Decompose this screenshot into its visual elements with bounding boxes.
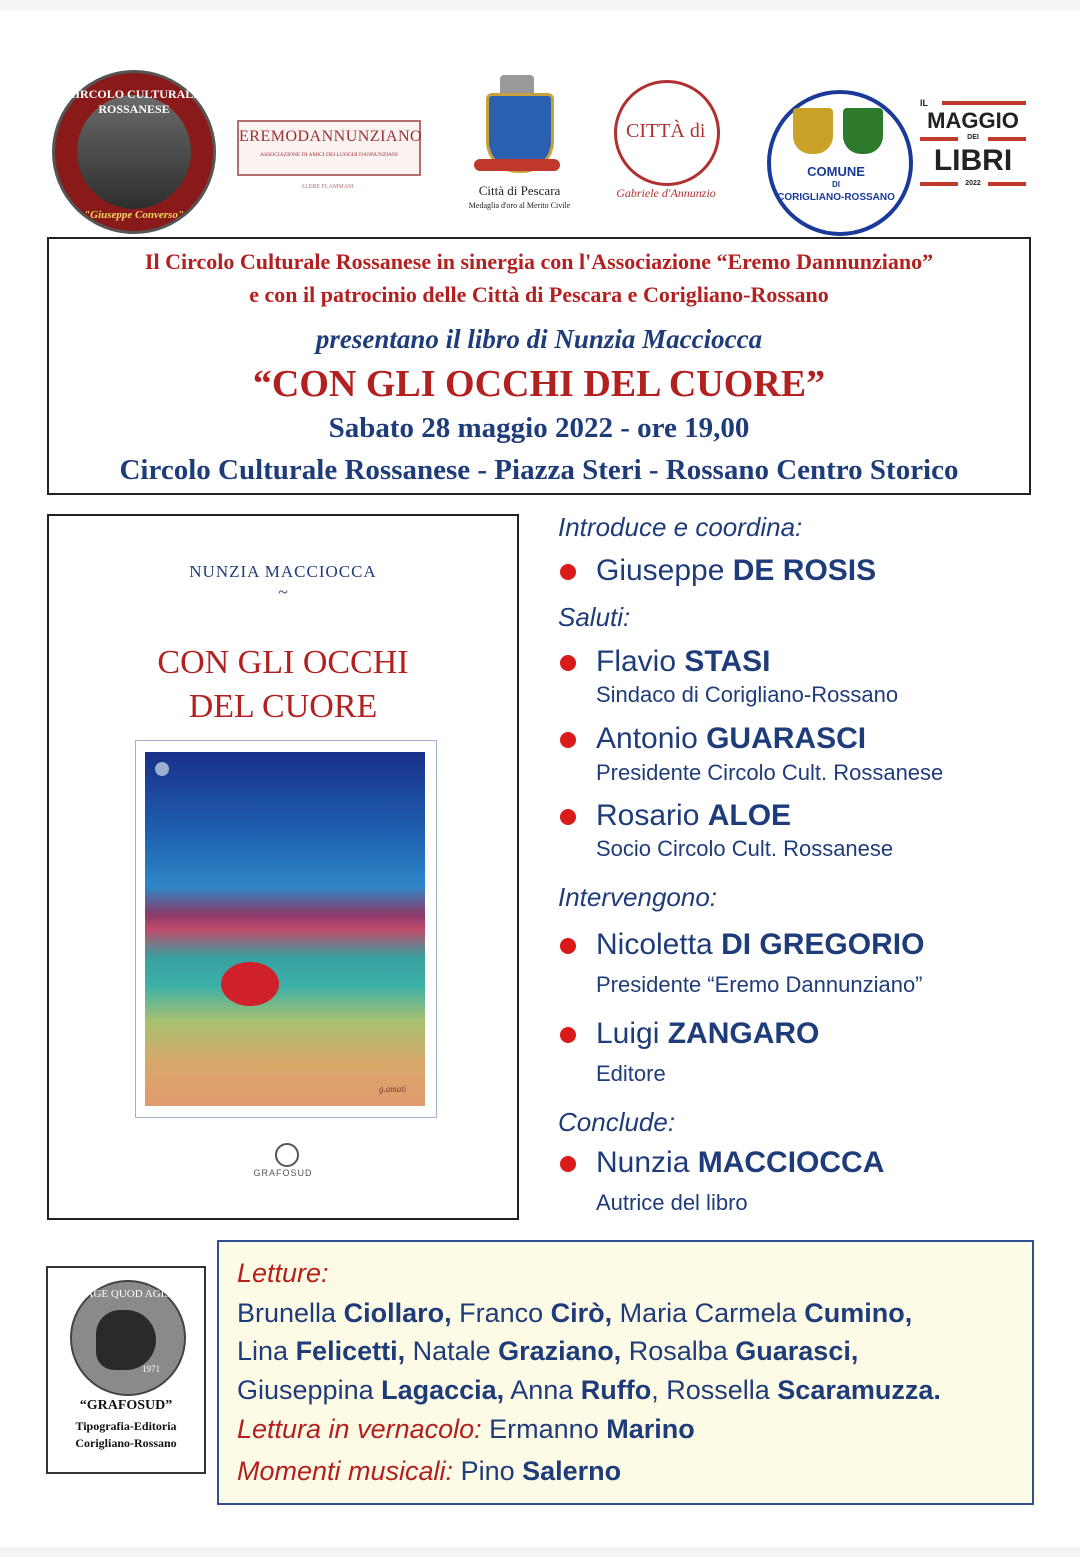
reader-first-name: Giuseppina — [237, 1375, 382, 1405]
saluti-heading: Saluti: — [558, 602, 631, 632]
speaker-first-name: Nunzia — [596, 1146, 698, 1179]
eremo-dannunziano-logo — [233, 80, 421, 208]
dannunzio-signature: Gabriele d'Annunzio — [616, 186, 716, 200]
bullet-icon — [560, 732, 576, 748]
readings-heading — [237, 1258, 329, 1289]
grafosud-type: Tipografia-Editoria — [75, 1419, 177, 1433]
bullet-icon — [560, 938, 576, 954]
speaker-de-rosis — [596, 554, 876, 588]
book-cover — [47, 514, 519, 1220]
book-publisher: GRAFOSUD — [253, 1168, 313, 1178]
reader-last-name: Lagaccia, — [381, 1375, 505, 1405]
readers-row — [237, 1336, 858, 1367]
reader-first-name: Brunella — [237, 1298, 344, 1328]
circolo-logo-top-text: CIRCOLO CULTURALE ROSSANESE — [66, 87, 202, 116]
grafosud-location: Corigliano-Rossano — [75, 1436, 177, 1450]
speaker-stasi — [596, 645, 770, 679]
citta-di-text: CITTÀ di — [626, 120, 706, 142]
shield-icon — [793, 108, 833, 154]
speaker-guarasci — [596, 722, 866, 756]
moon-icon — [155, 762, 169, 776]
reader-first-name: Anna — [504, 1375, 581, 1405]
cover-painting — [145, 752, 425, 1106]
maggio-logo-maggio: MAGGIO — [927, 108, 1019, 133]
musical-moments — [237, 1456, 621, 1487]
speaker-last-name: MACCIOCCA — [697, 1146, 885, 1179]
reader-last-name: Cirò, — [550, 1298, 613, 1328]
book-author: NUNZIA MACCIOCCA — [189, 562, 377, 581]
citta-dannunzio-logo — [596, 80, 736, 210]
publisher-logo-icon — [275, 1143, 299, 1167]
header-patronage-line: e con il patrocinio delle Città di Pescara e Corigliano-Rossano — [249, 282, 829, 307]
musician-first-name: Pino — [453, 1456, 523, 1486]
logo-bar — [942, 101, 1026, 105]
speaker-first-name: Rosario — [596, 799, 708, 832]
painting-signature: g.amati — [379, 1084, 407, 1094]
readings-box — [217, 1240, 1034, 1505]
introduce-heading: Introduce e coordina: — [558, 512, 803, 542]
speaker-zangaro — [596, 1017, 819, 1051]
event-venue: Circolo Culturale Rossanese - Piazza Steri - Rossano Centro Storico — [119, 454, 959, 486]
pescara-coat-of-arms-logo — [452, 75, 587, 215]
speaker-first-name: Giuseppe — [596, 554, 733, 587]
speaker-last-name: DE ROSIS — [732, 554, 877, 587]
reader-first-name: Natale — [405, 1336, 499, 1366]
speaker-di-gregorio — [596, 928, 924, 962]
pescara-logo-name: Città di Pescara — [478, 183, 561, 198]
reader-last-name: Ruffo — [580, 1375, 652, 1405]
bullet-icon — [560, 564, 576, 580]
musical-label: Momenti musicali: — [237, 1456, 454, 1486]
speaker-macciocca — [596, 1146, 884, 1180]
reader-first-name: Lina — [237, 1336, 296, 1366]
corigliano-logo-name: CORIGLIANO-ROSSANO — [777, 192, 895, 203]
logo-bar — [988, 182, 1026, 186]
speaker-role: Presidente Circolo Cult. Rossanese — [596, 760, 944, 785]
bullet-icon — [560, 1156, 576, 1172]
eremo-logo-title: EREMODANNUNZIANO — [239, 128, 423, 145]
reader-last-name: Graziano, — [498, 1336, 622, 1366]
bullet-icon — [560, 1027, 576, 1043]
reader-first-name: Franco — [451, 1298, 551, 1328]
maggio-logo-dei: DEI — [967, 134, 979, 141]
reader-last-name: Guarasci, — [735, 1336, 859, 1366]
maggio-logo-libri: LIBRI — [933, 144, 1013, 177]
ribbon-icon — [474, 159, 560, 171]
eremo-logo-motto: ALERE FLAMMAM — [300, 184, 354, 190]
vernacular-label: Lettura in vernacolo: — [237, 1414, 482, 1444]
event-date: Sabato 28 maggio 2022 - ore 19,00 — [328, 412, 750, 444]
speaker-last-name: DI GREGORIO — [721, 928, 925, 961]
header-presentation-line: presentano il libro di Nunzia Macciocca — [315, 324, 763, 354]
circolo-culturale-logo — [52, 70, 216, 234]
seal-motto: AGE QUOD AGIS — [85, 1288, 171, 1300]
readers-row — [237, 1298, 912, 1329]
shield-icon — [843, 108, 883, 154]
event-header-box — [47, 237, 1031, 495]
speaker-role: Presidente “Eremo Dannunziano” — [596, 972, 923, 997]
poppy-icon — [221, 962, 279, 1006]
event-title: “CON GLI OCCHI DEL CUORE” — [252, 363, 826, 405]
reader-first-name: , Rossella — [651, 1375, 778, 1405]
musician-last-name: Salerno — [522, 1456, 622, 1486]
book-title-line1: CON GLI OCCHI — [157, 644, 409, 681]
maggio-logo-year: 2022 — [965, 180, 981, 187]
comune-corigliano-rossano-logo — [767, 90, 913, 236]
speaker-aloe — [596, 799, 791, 833]
reader-last-name: Scaramuzza. — [777, 1375, 941, 1405]
speaker-last-name: GUARASCI — [706, 722, 867, 755]
pescara-logo-subtitle: Medaglia d'oro al Merito Civile — [468, 201, 571, 210]
reader-last-name: Cumino, — [804, 1298, 913, 1328]
conclude-heading: Conclude: — [558, 1107, 676, 1137]
horse-head-icon — [96, 1310, 156, 1370]
reader-last-name: Marino — [606, 1414, 695, 1444]
corigliano-logo-di: DI — [832, 180, 840, 189]
speaker-last-name: ALOE — [707, 799, 792, 832]
book-ornament: ~ — [278, 582, 288, 602]
speaker-last-name: ZANGARO — [667, 1017, 820, 1050]
seal-year: 1971 — [142, 1364, 160, 1374]
eremo-logo-subtitle: ASSOCIAZIONE DI AMICI DEI LUOGHI DANNUNZIANI — [260, 152, 398, 158]
speaker-role: Socio Circolo Cult. Rossanese — [596, 836, 894, 861]
speaker-role: Sindaco di Corigliano-Rossano — [596, 682, 899, 707]
reader-first-name: Ermanno — [481, 1414, 607, 1444]
reader-first-name: Rosalba — [621, 1336, 736, 1366]
header-organizers-line: Il Circolo Culturale Rossanese in sinergia con l'Associazione “Eremo Dannunziano” — [144, 249, 934, 274]
poster-page — [0, 10, 1080, 1547]
speaker-first-name: Nicoletta — [596, 928, 722, 961]
bullet-icon — [560, 655, 576, 671]
logo-bar — [988, 137, 1026, 141]
speaker-first-name: Luigi — [596, 1017, 668, 1050]
maggio-logo-il: IL — [920, 98, 928, 108]
maggio-dei-libri-logo — [920, 98, 1026, 194]
reader-last-name: Felicetti, — [295, 1336, 406, 1366]
grafosud-name: “GRAFOSUD” — [79, 1398, 173, 1413]
crown-icon — [500, 75, 534, 95]
speaker-role: Autrice del libro — [596, 1190, 748, 1215]
reader-first-name: Maria Carmela — [612, 1298, 805, 1328]
intervengono-heading: Intervengono: — [558, 882, 718, 912]
speaker-first-name: Flavio — [596, 645, 685, 678]
speaker-role: Editore — [596, 1061, 666, 1086]
readers-row — [237, 1375, 941, 1406]
readings-heading-label: Letture: — [237, 1258, 329, 1288]
circolo-logo-bottom-text: "Giuseppe Converso" — [84, 209, 184, 221]
eremo-logo-frame — [237, 120, 421, 176]
bullet-icon — [560, 809, 576, 825]
vernacular-reading — [237, 1414, 695, 1445]
grafosud-seal — [70, 1280, 186, 1396]
book-title-line2: DEL CUORE — [188, 688, 378, 725]
reader-last-name: Ciollaro, — [343, 1298, 452, 1328]
speaker-first-name: Antonio — [596, 722, 707, 755]
speaker-last-name: STASI — [684, 645, 771, 678]
grafosud-logo-box — [46, 1266, 206, 1474]
corigliano-logo-comune: COMUNE — [807, 164, 865, 179]
